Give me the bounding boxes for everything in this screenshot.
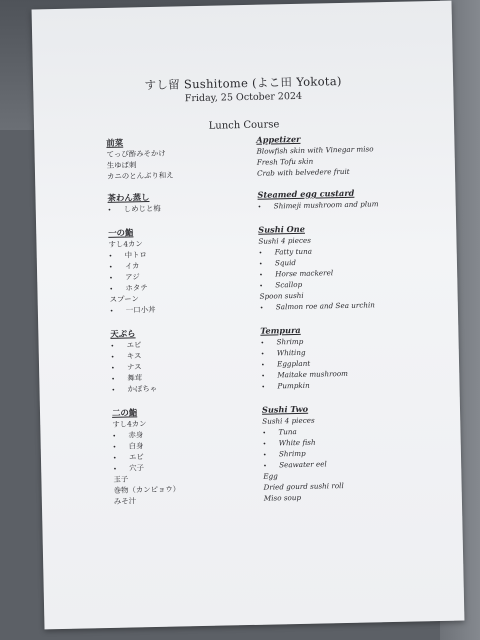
menu-section-ja xyxy=(107,190,267,215)
menu-section-en xyxy=(260,322,431,392)
menu-item: みそ汁 xyxy=(113,496,137,506)
section-title: Steamed egg custard xyxy=(257,187,355,200)
section-title: 前菜 xyxy=(106,137,124,148)
menu-sub-item: • Shrimp xyxy=(263,445,433,460)
menu-sub-item: • Scallop xyxy=(259,276,429,291)
menu-sub-item: • しめじと梅 xyxy=(108,201,268,215)
menu-item: Blowfish skin with Vinegar miso xyxy=(256,144,374,156)
japanese-menu-column xyxy=(106,135,274,507)
course-name: Lunch Course xyxy=(208,119,280,132)
section-title: 天ぷら xyxy=(110,328,136,339)
menu-sub-item: • Horse mackerel xyxy=(259,265,429,280)
menu-item: 玉子 xyxy=(113,474,129,484)
menu-sub-item: • White fish xyxy=(263,434,433,449)
menu-item: Sushi 4 pieces xyxy=(258,235,311,246)
section-title: Tempura xyxy=(260,324,301,336)
menu-sub-item: • Pumpkin xyxy=(261,377,431,392)
menu-item: スプーン xyxy=(109,294,139,304)
section-title: 茶わん蒸し xyxy=(107,192,150,203)
menu-item: 巻物（カンピョウ） xyxy=(113,484,181,495)
menu-date: Friday, 25 October 2024 xyxy=(184,90,303,105)
menu-sub-item: • ホタテ xyxy=(109,280,269,294)
restaurant-title: すし留 Sushitome (よこ田 Yokota) xyxy=(144,73,342,93)
menu-sub-item: • 舞茸 xyxy=(111,370,271,384)
menu-item: Egg xyxy=(263,471,278,481)
menu-sub-item: • イカ xyxy=(109,258,269,272)
menu-sub-item: • 穴子 xyxy=(113,460,273,474)
menu-item: てっぴ酢みそかけ xyxy=(106,148,166,159)
menu-section-en xyxy=(257,186,427,212)
menu-sub-item: • エビ xyxy=(110,337,270,351)
menu-item: カニのとんぶり和え xyxy=(106,170,174,181)
menu-sub-item: • キス xyxy=(111,348,271,362)
menu-section-en xyxy=(258,221,430,313)
menu-item: Sushi 4 pieces xyxy=(262,415,315,426)
menu-item: Dried gourd sushi roll xyxy=(263,481,344,492)
menu-sub-item: • Eggplant xyxy=(261,355,431,370)
menu-item: Miso soup xyxy=(263,492,302,503)
menu-section-ja xyxy=(110,326,271,395)
menu-sub-item: • Tuna xyxy=(262,423,432,438)
menu-sub-item: • アジ xyxy=(109,269,269,283)
section-title: 一の鮨 xyxy=(108,227,134,238)
menu-sub-item: • 中トロ xyxy=(109,247,269,261)
section-title: 二の鮨 xyxy=(111,407,138,418)
menu-sub-item: • Salmon roe and Sea urchin xyxy=(260,298,430,313)
section-title: Sushi Two xyxy=(261,403,309,415)
menu-sub-item: • Seawater eel xyxy=(263,456,433,471)
menu-sub-item: • 白身 xyxy=(113,438,273,452)
menu-section-en xyxy=(256,131,427,179)
menu-sub-item: • Fatty tuna xyxy=(259,243,429,258)
menu-section-ja xyxy=(106,135,267,182)
menu-sub-item: • 赤身 xyxy=(112,427,272,441)
menu-sub-item: • Shimeji mushroom and plum xyxy=(258,197,428,212)
menu-sub-item: • 一口小丼 xyxy=(110,302,270,316)
menu-section-ja xyxy=(108,225,270,316)
menu-item: Fresh Tofu skin xyxy=(256,156,314,167)
english-menu-column xyxy=(256,131,434,503)
menu-sub-item: • Whiting xyxy=(261,344,431,359)
menu-sub-item: • Maitake mushroom xyxy=(261,366,431,381)
menu-sub-item: • かぼちゃ xyxy=(111,381,271,395)
menu-item: Crab with belvedere fruit xyxy=(256,166,350,178)
menu-section-ja xyxy=(112,405,274,507)
menu-item: すし4カン xyxy=(108,239,143,249)
menu-sheet xyxy=(32,1,465,630)
menu-item: すし4カン xyxy=(112,419,147,429)
menu-item: 生ゆば刺 xyxy=(106,160,137,170)
menu-sub-item: • エビ xyxy=(113,449,273,463)
menu-sub-item: • ナス xyxy=(111,359,271,373)
menu-sub-item: • Shrimp xyxy=(260,333,430,348)
menu-sub-item: • Squid xyxy=(259,254,429,269)
menu-item: Spoon sushi xyxy=(259,290,304,301)
section-title: Sushi One xyxy=(258,223,305,235)
menu-section-en xyxy=(262,401,434,504)
section-title: Appetizer xyxy=(256,133,301,145)
